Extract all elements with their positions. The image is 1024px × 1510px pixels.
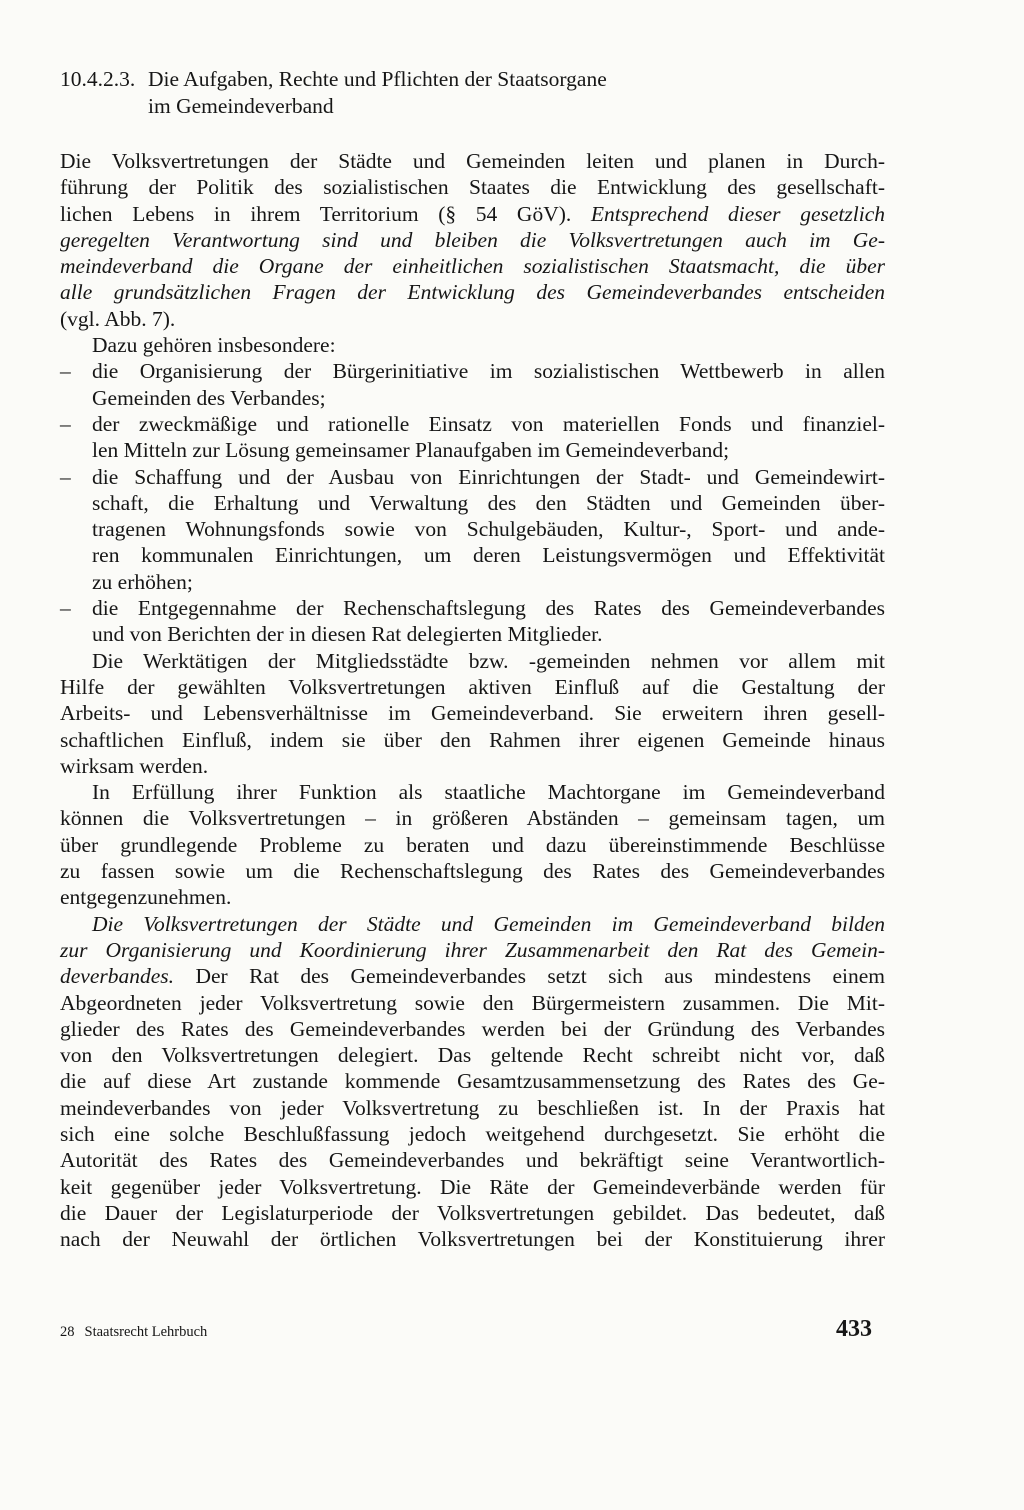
text-run: entgegenzunehmen. bbox=[60, 885, 232, 910]
text-run: nach der Neuwahl der örtlichen Volksvertretungen bei der Konstituierung ihrer bbox=[60, 1227, 885, 1252]
text-run: von den Volksvertretungen delegiert. Das geltende Recht schreibt nicht vor, daß bbox=[60, 1043, 885, 1068]
text-line bbox=[60, 990, 885, 1016]
section-number: 10.4.2.3. bbox=[60, 67, 136, 91]
text-run: glieder des Rates des Gemeindeverbandes werden bei der Gründung des Verbandes bbox=[60, 1016, 885, 1041]
book-title: Staatsrecht Lehrbuch bbox=[84, 1324, 208, 1340]
text-line bbox=[60, 963, 885, 989]
text-line bbox=[60, 1226, 885, 1252]
text-run: die Organisierung der Bürgerinitiative im sozialistischen Wettbewerb in allen bbox=[92, 359, 885, 384]
text-run: wirksam werden. bbox=[60, 753, 209, 778]
text-line bbox=[60, 1068, 885, 1094]
text-run: führung der Politik des sozialistischen Staates die Entwicklung des gesellschaft- bbox=[60, 175, 885, 200]
text-line bbox=[60, 358, 885, 384]
text-run: Entsprechend dieser gesetzlich bbox=[590, 201, 885, 226]
text-run: die auf diese Art zustande kommende Gesamtzusammensetzung des Rates des Ge- bbox=[60, 1069, 885, 1094]
text-line bbox=[60, 385, 885, 411]
text-run: Abgeordneten jeder Volksvertretung sowie den Bürgermeistern zusammen. Die Mit- bbox=[60, 990, 885, 1015]
text-line bbox=[60, 253, 885, 279]
text-line bbox=[60, 464, 885, 490]
text-line bbox=[60, 1042, 885, 1068]
text-line bbox=[60, 779, 885, 805]
text-run: Der Rat des Gemeindeverbandes setzt sich aus mindestens einem bbox=[174, 964, 885, 989]
body-text bbox=[60, 148, 885, 1252]
text-run: tragenen Wohnungsfonds sowie von Schulgebäuden, Kultur-, Sport- und ande- bbox=[92, 517, 885, 542]
text-line bbox=[60, 174, 885, 200]
text-line bbox=[60, 753, 885, 779]
text-line bbox=[60, 306, 885, 332]
text-line bbox=[60, 911, 885, 937]
text-run: der zweckmäßige und rationelle Einsatz von materiellen Fonds und finanziel- bbox=[92, 411, 885, 436]
text-run: die Entgegennahme der Rechenschaftslegung des Rates des Gemeindeverbandes bbox=[92, 596, 885, 621]
text-run: len Mitteln zur Lösung gemeinsamer Planaufgaben im Gemeindeverband; bbox=[92, 438, 730, 463]
text-run: In Erfüllung ihrer Funktion als staatliche Machtorgane im Gemeindeverband bbox=[92, 780, 885, 805]
text-run: Arbeits- und Lebensverhältnisse im Gemeindeverband. Sie erweitern ihren gesell- bbox=[60, 701, 885, 726]
text-run: Die Werktätigen der Mitgliedsstädte bzw. -gemeinden nehmen vor allem mit bbox=[92, 648, 885, 673]
text-line bbox=[60, 201, 885, 227]
text-run: und von Berichten der in diesen Rat delegierten Mitglieder. bbox=[92, 622, 603, 647]
page-number: 433 bbox=[836, 1316, 872, 1342]
text-run: Die Volksvertretungen der Städte und Gemeinden im Gemeindeverband bilden bbox=[92, 911, 885, 936]
text-run: meindeverband die Organe der einheitlichen sozialistischen Staatsmacht, die über bbox=[60, 254, 885, 279]
text-run: schaftlichen Einfluß, indem sie über den Rahmen ihrer eigenen Gemeinde hinaus bbox=[60, 727, 885, 752]
text-run: Gemeinden des Verbandes; bbox=[92, 385, 326, 410]
list-dash: – bbox=[60, 596, 71, 621]
text-run: meindeverbandes von jeder Volksvertretung zu beschließen ist. In der Praxis hat bbox=[60, 1095, 885, 1120]
text-line bbox=[60, 490, 885, 516]
text-line bbox=[60, 1121, 885, 1147]
text-line bbox=[60, 1016, 885, 1042]
text-line bbox=[60, 805, 885, 831]
text-run: Autorität des Rates des Gemeindeverbandes und bekräftigt seine Verantwortlich- bbox=[60, 1148, 885, 1173]
text-line bbox=[60, 542, 885, 568]
text-run: alle grundsätzlichen Fragen der Entwicklung des Gemeindeverbandes entscheiden bbox=[60, 280, 885, 305]
list-dash: – bbox=[60, 464, 71, 489]
text-line bbox=[60, 832, 885, 858]
text-run: deverbandes. bbox=[60, 964, 175, 989]
section-title-line-1: Die Aufgaben, Rechte und Pflichten der Staatsorgane bbox=[148, 67, 607, 91]
section-title-line-2: im Gemeindeverband bbox=[148, 94, 334, 118]
text-line bbox=[60, 884, 885, 910]
text-line bbox=[60, 569, 885, 595]
text-run: schaft, die Erhaltung und Verwaltung des den Städten und Gemeinden über- bbox=[92, 490, 885, 515]
text-line bbox=[60, 516, 885, 542]
text-line bbox=[60, 727, 885, 753]
list-dash: – bbox=[60, 359, 71, 384]
text-run: zu fassen sowie um die Rechenschaftslegung des Rates des Gemeindeverbandes bbox=[60, 859, 885, 884]
text-line bbox=[60, 1174, 885, 1200]
text-run: keit gegenüber jeder Volksvertretung. Die Räte der Gemeindeverbände werden für bbox=[60, 1174, 885, 1199]
text-line bbox=[60, 674, 885, 700]
text-line bbox=[60, 937, 885, 963]
text-line bbox=[60, 437, 885, 463]
section-heading bbox=[60, 66, 820, 120]
text-line bbox=[60, 411, 885, 437]
text-run: sich eine solche Beschlußfassung jedoch weitgehend durchgesetzt. Sie erhöht die bbox=[60, 1121, 885, 1146]
text-run: (vgl. Abb. 7). bbox=[60, 306, 176, 331]
text-line bbox=[60, 858, 885, 884]
text-run: lichen Lebens in ihrem Territorium (§ 54 GöV). bbox=[60, 201, 591, 226]
text-line bbox=[60, 621, 885, 647]
text-line bbox=[60, 1095, 885, 1121]
text-line bbox=[60, 227, 885, 253]
text-run: Hilfe der gewählten Volksvertretungen aktiven Einfluß auf die Gestaltung der bbox=[60, 674, 885, 699]
text-run: ren kommunalen Einrichtungen, um deren Leistungsvermögen und Effektivität bbox=[92, 543, 885, 568]
text-run: zur Organisierung und Koordinierung ihrer Zusammenarbeit den Rat des Gemein- bbox=[60, 937, 885, 962]
text-run: Die Volksvertretungen der Städte und Gemeinden leiten und planen in Durch- bbox=[60, 149, 885, 173]
text-run: können die Volksvertretungen – in größeren Abständen – gemeinsam tagen, um bbox=[60, 806, 885, 831]
footer-signature bbox=[60, 1324, 207, 1341]
text-run: geregelten Verantwortung sind und bleiben die Volksvertretungen auch im Ge- bbox=[60, 227, 885, 252]
text-line bbox=[60, 1147, 885, 1173]
list-dash: – bbox=[60, 411, 71, 436]
sheet-signature: 28 bbox=[60, 1324, 75, 1340]
text-line bbox=[60, 595, 885, 621]
text-line bbox=[60, 1200, 885, 1226]
text-line bbox=[60, 700, 885, 726]
text-line bbox=[60, 148, 885, 174]
text-run: Dazu gehören insbesondere: bbox=[92, 333, 336, 358]
text-run: zu erhöhen; bbox=[92, 569, 193, 594]
text-run: die Schaffung und der Ausbau von Einrichtungen der Stadt- und Gemeindewirt- bbox=[92, 464, 885, 489]
text-line bbox=[60, 648, 885, 674]
text-run: die Dauer der Legislaturperiode der Volksvertretungen gebildet. Das bedeutet, daß bbox=[60, 1200, 885, 1225]
text-run: über grundlegende Probleme zu beraten und dazu übereinstimmende Beschlüsse bbox=[60, 832, 885, 857]
text-line bbox=[60, 332, 885, 358]
text-line bbox=[60, 279, 885, 305]
